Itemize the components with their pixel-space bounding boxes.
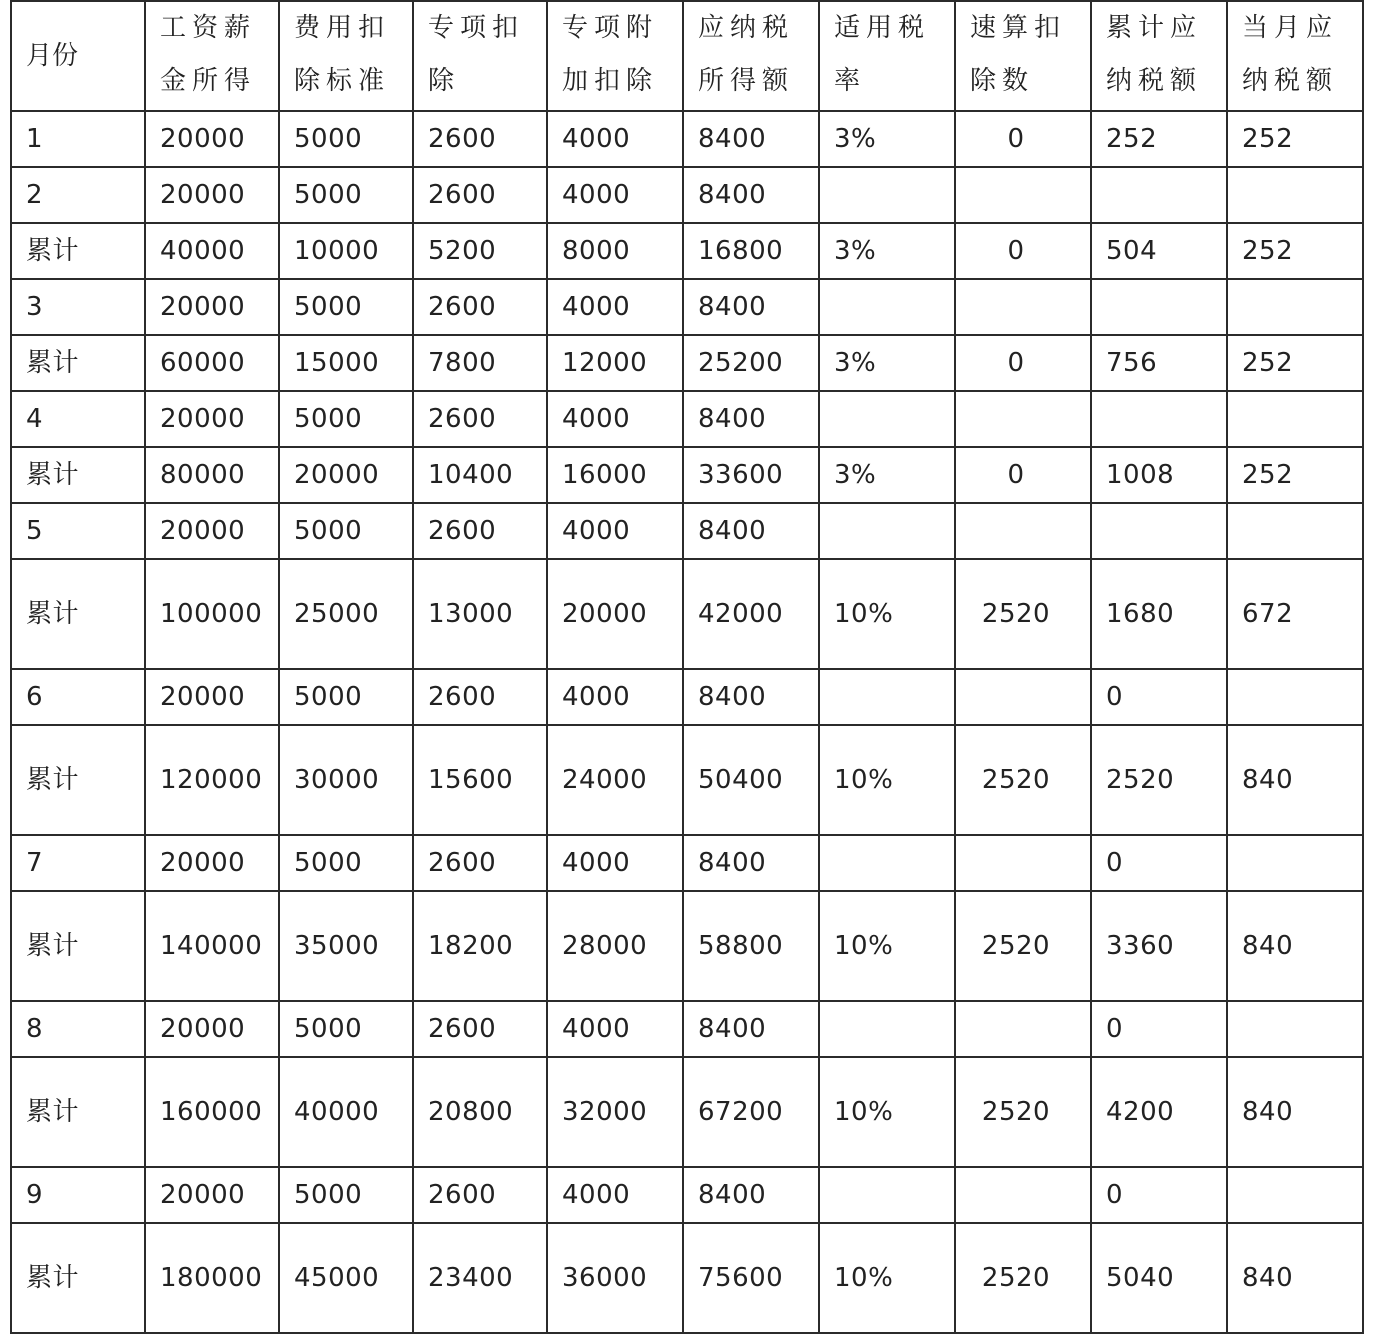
special-deduction-cell: 2600 [413, 503, 547, 559]
cell-text: 120000 [160, 765, 263, 795]
table-row [11, 1057, 1363, 1167]
quick-deduction-cell: 2520 [955, 891, 1091, 1001]
cumulative-tax-cell [1091, 391, 1227, 447]
header-quick-deduction [955, 1, 1091, 111]
table-row [11, 559, 1363, 669]
expense-deduction-cell: 10000 [279, 223, 413, 279]
taxable-income-cell: 8400 [683, 1167, 819, 1223]
taxable-income-cell: 67200 [683, 1057, 819, 1167]
special-deduction-cell: 18200 [413, 891, 547, 1001]
salary-income-cell: 20000 [145, 835, 279, 891]
special-additional-deduction-cell: 4000 [547, 1167, 683, 1223]
special-deduction-cell: 5200 [413, 223, 547, 279]
salary-income-cell: 20000 [145, 1001, 279, 1057]
cumulative-tax-cell [1091, 503, 1227, 559]
monthly-tax-cell: 672 [1227, 559, 1363, 669]
taxable-income-cell: 8400 [683, 111, 819, 167]
quick-deduction-cell [955, 669, 1091, 725]
special-additional-deduction-cell: 28000 [547, 891, 683, 1001]
expense-deduction-cell: 5000 [279, 835, 413, 891]
tax-table [10, 0, 1364, 1334]
taxable-income-cell: 50400 [683, 725, 819, 835]
special-additional-deduction-cell: 4000 [547, 503, 683, 559]
monthly-tax-cell [1227, 835, 1363, 891]
taxable-income-cell: 8400 [683, 1001, 819, 1057]
special-deduction-cell: 23400 [413, 1223, 547, 1333]
taxable-income-cell: 58800 [683, 891, 819, 1001]
table-row [11, 111, 1363, 167]
taxable-income-cell: 75600 [683, 1223, 819, 1333]
tax-rate-cell [819, 279, 955, 335]
header-label: 应纳税所得额 [698, 13, 795, 96]
header-special-additional-deduction [547, 1, 683, 111]
header-month: 月份 [11, 1, 145, 111]
tax-rate-cell: 3% [819, 447, 955, 503]
monthly-tax-cell: 252 [1227, 223, 1363, 279]
cumulative-tax-cell: 252 [1091, 111, 1227, 167]
table-header-row [11, 1, 1363, 111]
expense-deduction-cell: 5000 [279, 669, 413, 725]
salary-income-cell [145, 891, 279, 1001]
month-cell: 4 [11, 391, 145, 447]
monthly-tax-cell [1227, 279, 1363, 335]
header-label: 速算扣除数 [970, 13, 1067, 96]
expense-deduction-cell: 5000 [279, 279, 413, 335]
tax-rate-cell [819, 503, 955, 559]
special-additional-deduction-cell: 4000 [547, 835, 683, 891]
expense-deduction-cell: 35000 [279, 891, 413, 1001]
expense-deduction-cell: 45000 [279, 1223, 413, 1333]
table-row [11, 1223, 1363, 1333]
tax-rate-cell: 10% [819, 725, 955, 835]
special-additional-deduction-cell: 4000 [547, 279, 683, 335]
monthly-tax-cell [1227, 167, 1363, 223]
monthly-tax-cell: 252 [1227, 335, 1363, 391]
cumulative-tax-cell: 0 [1091, 1001, 1227, 1057]
header-monthly-tax [1227, 1, 1363, 111]
special-deduction-cell: 15600 [413, 725, 547, 835]
header-label: 专项扣除 [428, 13, 525, 96]
tax-rate-cell [819, 835, 955, 891]
expense-deduction-cell: 5000 [279, 1167, 413, 1223]
monthly-tax-cell: 840 [1227, 725, 1363, 835]
quick-deduction-cell [955, 167, 1091, 223]
taxable-income-cell: 25200 [683, 335, 819, 391]
tax-table-container [10, 0, 1364, 1334]
header-expense-deduction [279, 1, 413, 111]
monthly-tax-cell [1227, 391, 1363, 447]
table-row [11, 503, 1363, 559]
month-cell: 累计 [11, 447, 145, 503]
quick-deduction-cell [955, 835, 1091, 891]
cumulative-tax-cell: 5040 [1091, 1223, 1227, 1333]
table-row [11, 279, 1363, 335]
cell-text: 100000 [160, 599, 263, 629]
special-additional-deduction-cell: 16000 [547, 447, 683, 503]
salary-income-cell [145, 1057, 279, 1167]
table-body [11, 111, 1363, 1333]
month-cell: 累计 [11, 891, 145, 1001]
special-deduction-cell: 2600 [413, 835, 547, 891]
special-additional-deduction-cell: 4000 [547, 1001, 683, 1057]
monthly-tax-cell [1227, 1001, 1363, 1057]
quick-deduction-cell [955, 391, 1091, 447]
tax-rate-cell: 10% [819, 891, 955, 1001]
salary-income-cell [145, 559, 279, 669]
quick-deduction-cell: 2520 [955, 725, 1091, 835]
header-cumulative-tax [1091, 1, 1227, 111]
cumulative-tax-cell: 0 [1091, 669, 1227, 725]
taxable-income-cell: 33600 [683, 447, 819, 503]
cell-text: 180000 [160, 1263, 263, 1293]
expense-deduction-cell: 25000 [279, 559, 413, 669]
cumulative-tax-cell [1091, 279, 1227, 335]
month-cell: 3 [11, 279, 145, 335]
monthly-tax-cell: 840 [1227, 891, 1363, 1001]
quick-deduction-cell: 0 [955, 447, 1091, 503]
tax-rate-cell: 10% [819, 559, 955, 669]
special-additional-deduction-cell: 4000 [547, 391, 683, 447]
quick-deduction-cell: 0 [955, 223, 1091, 279]
header-label: 当月应纳税额 [1242, 13, 1339, 96]
tax-rate-cell: 10% [819, 1223, 955, 1333]
special-additional-deduction-cell: 24000 [547, 725, 683, 835]
salary-income-cell: 20000 [145, 111, 279, 167]
table-row [11, 835, 1363, 891]
monthly-tax-cell [1227, 503, 1363, 559]
tax-rate-cell: 3% [819, 335, 955, 391]
special-additional-deduction-cell: 12000 [547, 335, 683, 391]
special-deduction-cell: 2600 [413, 279, 547, 335]
special-additional-deduction-cell: 36000 [547, 1223, 683, 1333]
special-additional-deduction-cell: 4000 [547, 111, 683, 167]
expense-deduction-cell: 5000 [279, 167, 413, 223]
salary-income-cell: 20000 [145, 391, 279, 447]
table-row [11, 167, 1363, 223]
tax-rate-cell: 3% [819, 111, 955, 167]
header-taxable-income [683, 1, 819, 111]
salary-income-cell: 40000 [145, 223, 279, 279]
month-cell: 累计 [11, 1057, 145, 1167]
tax-rate-cell: 3% [819, 223, 955, 279]
tax-rate-cell [819, 391, 955, 447]
quick-deduction-cell [955, 1167, 1091, 1223]
salary-income-cell: 60000 [145, 335, 279, 391]
expense-deduction-cell: 40000 [279, 1057, 413, 1167]
salary-income-cell: 20000 [145, 1167, 279, 1223]
table-row [11, 335, 1363, 391]
special-deduction-cell: 2600 [413, 391, 547, 447]
header-label: 累计应纳税额 [1106, 13, 1203, 96]
quick-deduction-cell: 2520 [955, 1057, 1091, 1167]
cumulative-tax-cell: 4200 [1091, 1057, 1227, 1167]
cumulative-tax-cell: 0 [1091, 1167, 1227, 1223]
salary-income-cell [145, 1223, 279, 1333]
taxable-income-cell: 8400 [683, 503, 819, 559]
quick-deduction-cell: 2520 [955, 1223, 1091, 1333]
quick-deduction-cell: 0 [955, 335, 1091, 391]
tax-rate-cell [819, 167, 955, 223]
expense-deduction-cell: 15000 [279, 335, 413, 391]
header-label: 适用税率 [834, 13, 931, 96]
cumulative-tax-cell: 3360 [1091, 891, 1227, 1001]
taxable-income-cell: 8400 [683, 279, 819, 335]
cumulative-tax-cell: 1008 [1091, 447, 1227, 503]
taxable-income-cell: 8400 [683, 391, 819, 447]
month-cell: 8 [11, 1001, 145, 1057]
header-salary-income [145, 1, 279, 111]
salary-income-cell: 80000 [145, 447, 279, 503]
salary-income-cell: 20000 [145, 167, 279, 223]
special-deduction-cell: 2600 [413, 1167, 547, 1223]
header-label: 专项附加扣除 [562, 13, 659, 96]
quick-deduction-cell [955, 503, 1091, 559]
special-additional-deduction-cell: 8000 [547, 223, 683, 279]
table-row [11, 223, 1363, 279]
salary-income-cell: 20000 [145, 503, 279, 559]
monthly-tax-cell: 840 [1227, 1223, 1363, 1333]
month-cell: 5 [11, 503, 145, 559]
expense-deduction-cell: 5000 [279, 503, 413, 559]
special-deduction-cell: 2600 [413, 167, 547, 223]
cell-text: 160000 [160, 1097, 263, 1127]
monthly-tax-cell [1227, 669, 1363, 725]
month-cell: 2 [11, 167, 145, 223]
table-row [11, 891, 1363, 1001]
month-cell: 7 [11, 835, 145, 891]
expense-deduction-cell: 5000 [279, 391, 413, 447]
taxable-income-cell: 8400 [683, 669, 819, 725]
table-row [11, 391, 1363, 447]
month-cell: 9 [11, 1167, 145, 1223]
special-deduction-cell: 13000 [413, 559, 547, 669]
header-label: 费用扣除标准 [294, 13, 391, 96]
month-cell: 6 [11, 669, 145, 725]
monthly-tax-cell: 252 [1227, 447, 1363, 503]
month-cell: 1 [11, 111, 145, 167]
tax-rate-cell [819, 1167, 955, 1223]
cumulative-tax-cell: 1680 [1091, 559, 1227, 669]
special-deduction-cell: 10400 [413, 447, 547, 503]
quick-deduction-cell: 2520 [955, 559, 1091, 669]
expense-deduction-cell: 5000 [279, 1001, 413, 1057]
tax-rate-cell: 10% [819, 1057, 955, 1167]
cumulative-tax-cell: 504 [1091, 223, 1227, 279]
salary-income-cell: 20000 [145, 669, 279, 725]
tax-rate-cell [819, 1001, 955, 1057]
taxable-income-cell: 8400 [683, 167, 819, 223]
special-deduction-cell: 7800 [413, 335, 547, 391]
monthly-tax-cell: 252 [1227, 111, 1363, 167]
special-additional-deduction-cell: 20000 [547, 559, 683, 669]
table-row [11, 447, 1363, 503]
taxable-income-cell: 16800 [683, 223, 819, 279]
expense-deduction-cell: 30000 [279, 725, 413, 835]
table-row [11, 725, 1363, 835]
quick-deduction-cell [955, 1001, 1091, 1057]
taxable-income-cell: 8400 [683, 835, 819, 891]
cumulative-tax-cell: 2520 [1091, 725, 1227, 835]
expense-deduction-cell: 20000 [279, 447, 413, 503]
cumulative-tax-cell: 0 [1091, 835, 1227, 891]
tax-rate-cell [819, 669, 955, 725]
header-special-deduction [413, 1, 547, 111]
table-row [11, 1167, 1363, 1223]
expense-deduction-cell: 5000 [279, 111, 413, 167]
cumulative-tax-cell: 756 [1091, 335, 1227, 391]
monthly-tax-cell [1227, 1167, 1363, 1223]
table-row [11, 669, 1363, 725]
cumulative-tax-cell [1091, 167, 1227, 223]
special-additional-deduction-cell: 4000 [547, 669, 683, 725]
special-additional-deduction-cell: 32000 [547, 1057, 683, 1167]
special-deduction-cell: 2600 [413, 111, 547, 167]
taxable-income-cell: 42000 [683, 559, 819, 669]
month-cell: 累计 [11, 725, 145, 835]
table-row [11, 1001, 1363, 1057]
special-deduction-cell: 2600 [413, 1001, 547, 1057]
cell-text: 140000 [160, 931, 263, 961]
month-cell: 累计 [11, 335, 145, 391]
special-deduction-cell: 20800 [413, 1057, 547, 1167]
special-additional-deduction-cell: 4000 [547, 167, 683, 223]
month-cell: 累计 [11, 559, 145, 669]
header-tax-rate [819, 1, 955, 111]
header-label: 工资薪金所得 [160, 13, 257, 96]
month-cell: 累计 [11, 223, 145, 279]
special-deduction-cell: 2600 [413, 669, 547, 725]
month-cell: 累计 [11, 1223, 145, 1333]
salary-income-cell [145, 725, 279, 835]
quick-deduction-cell: 0 [955, 111, 1091, 167]
monthly-tax-cell: 840 [1227, 1057, 1363, 1167]
salary-income-cell: 20000 [145, 279, 279, 335]
quick-deduction-cell [955, 279, 1091, 335]
